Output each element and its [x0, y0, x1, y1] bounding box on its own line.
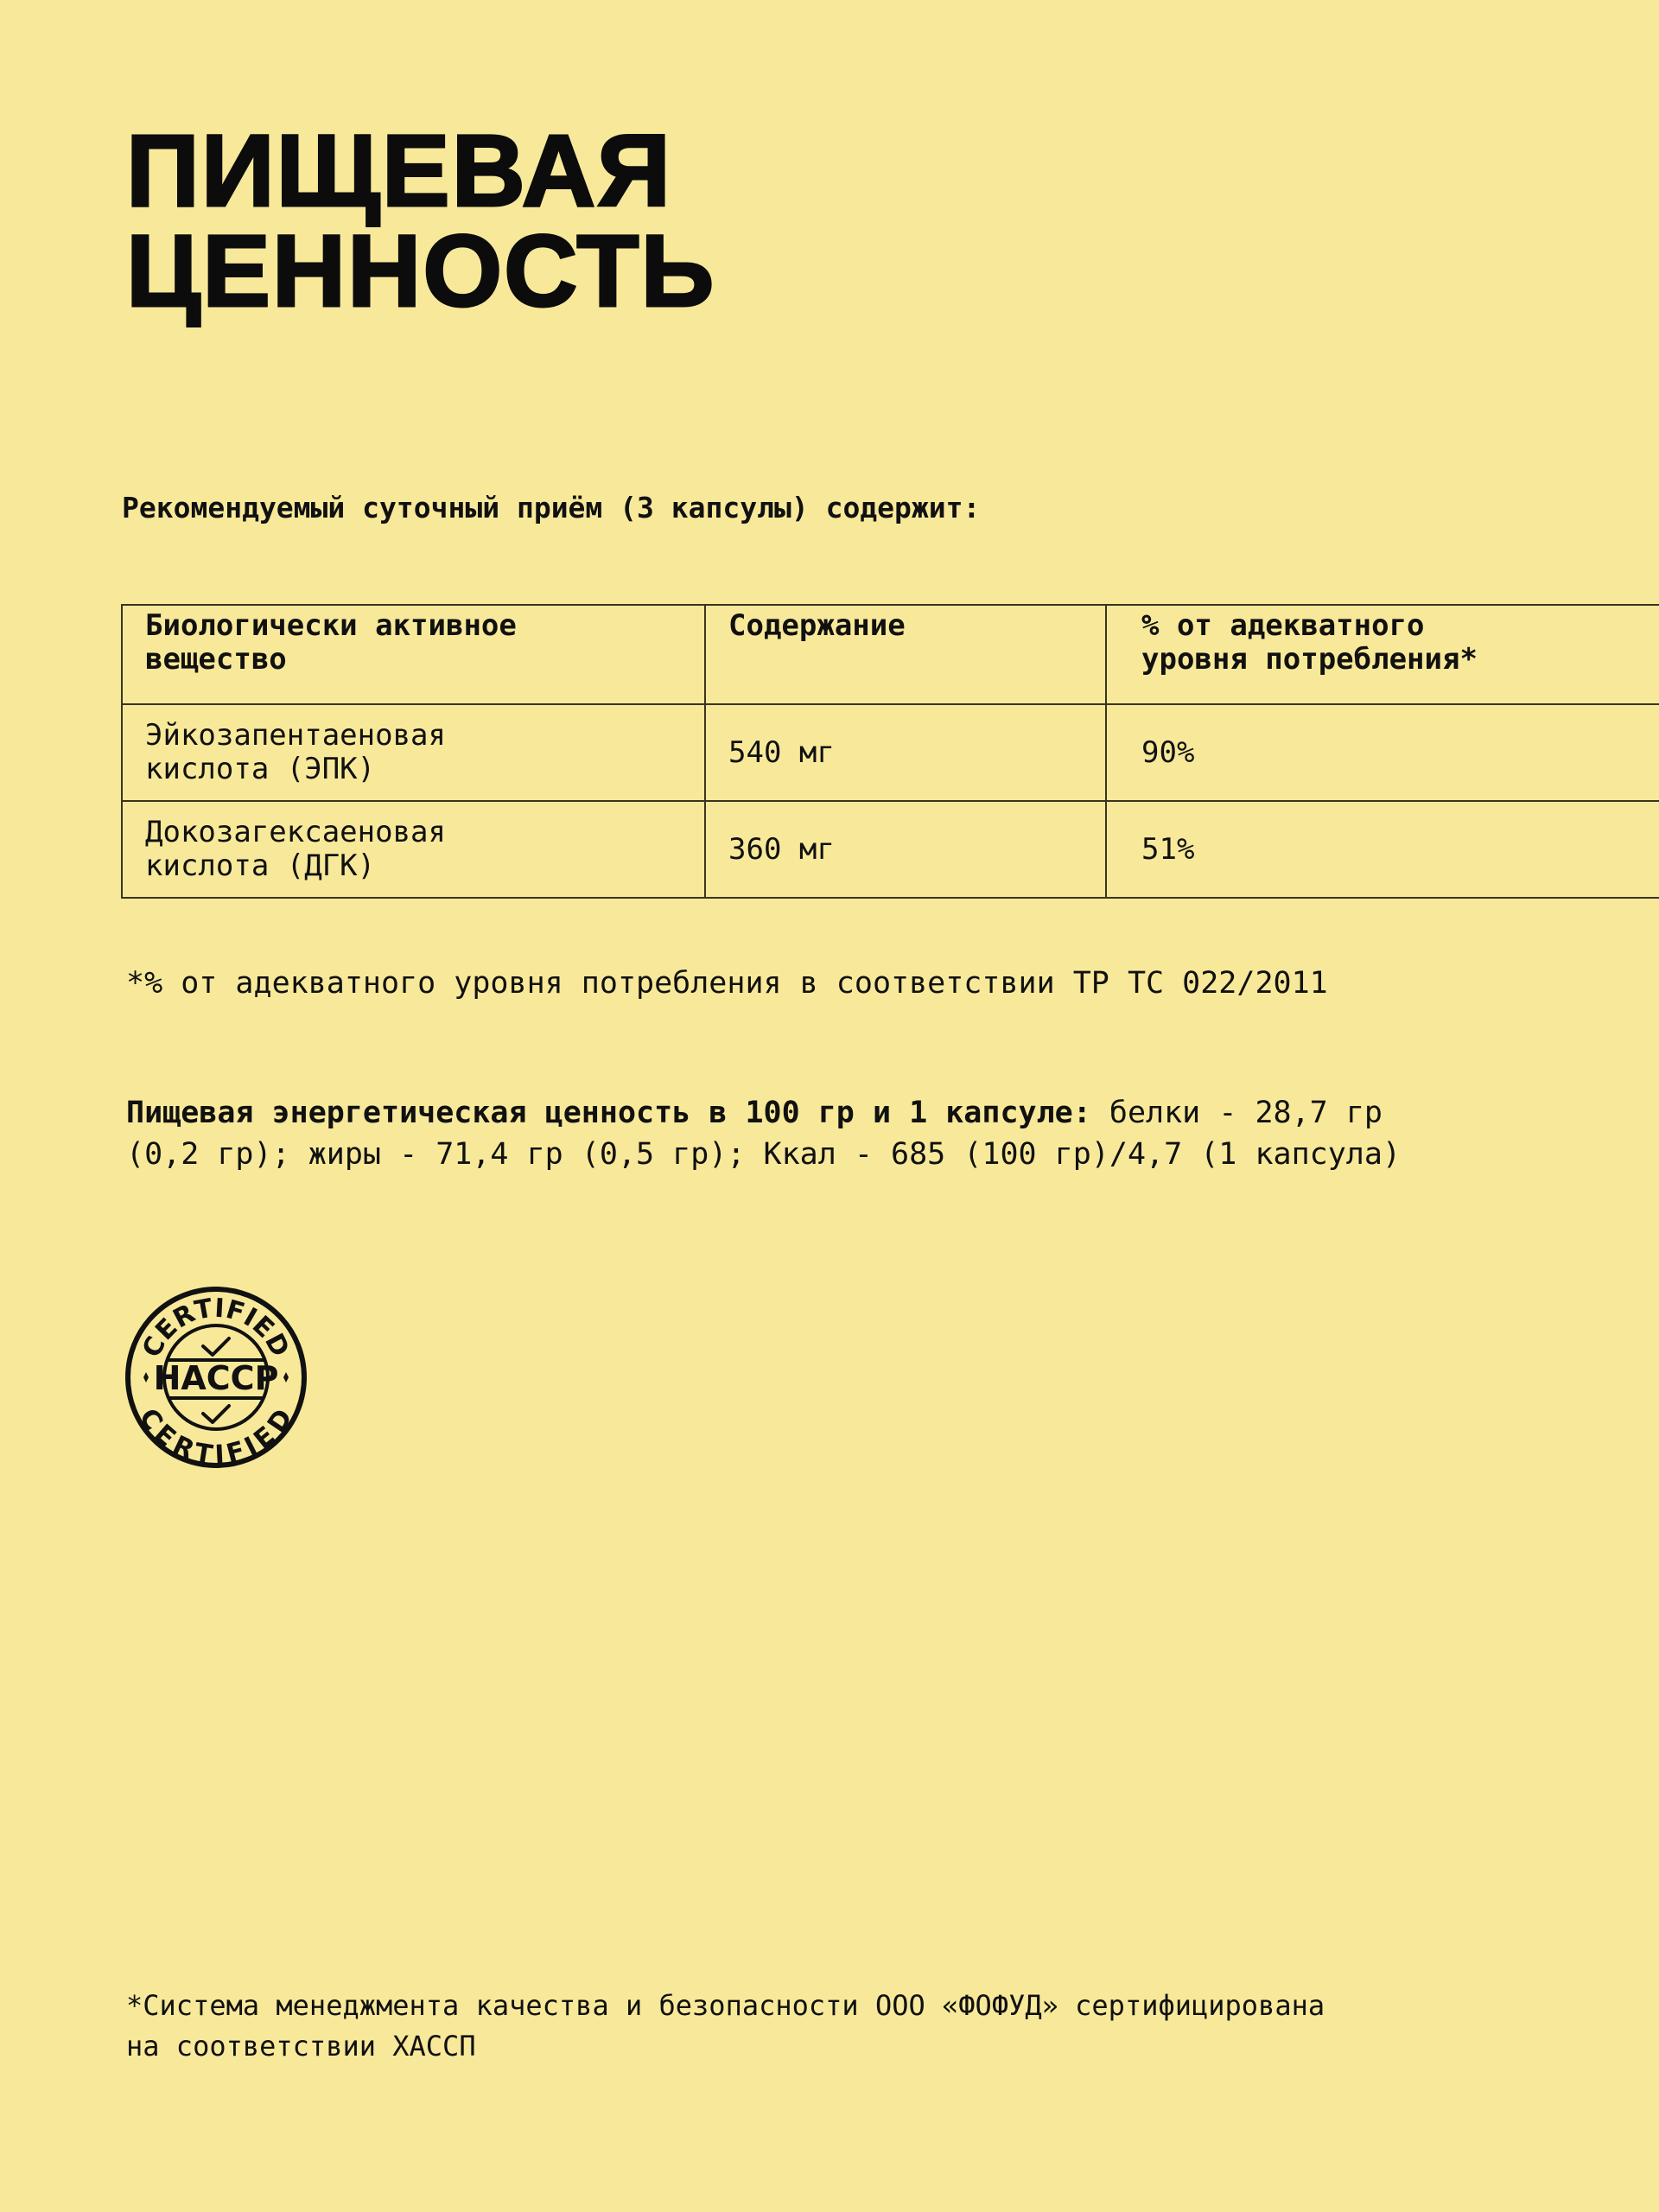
haccp-certified-badge-icon — [124, 1286, 308, 1469]
energy-text-1: белки - 28,7 гр — [1090, 1096, 1382, 1130]
badge-center-text: HACCP — [153, 1359, 279, 1397]
adequate-intake-footnote: *% от адекватного уровня потребления в соответствии ТР ТС 022/2011 — [126, 966, 1328, 1001]
substance-cell — [122, 801, 705, 898]
header-percent-line-2: уровня потребления* — [1141, 642, 1478, 677]
substance-name-line-2: кислота (ДГК) — [145, 849, 376, 883]
page-title-line-2: ЦЕННОСТЬ — [126, 214, 716, 328]
badge-top-text: CERTIFIED — [137, 1293, 296, 1363]
content-cell: 540 мг — [705, 704, 1106, 801]
header-percent — [1106, 605, 1659, 704]
energy-value-paragraph — [126, 1092, 1595, 1175]
daily-intake-intro: Рекомендуемый суточный приём (3 капсулы) содержит: — [122, 491, 981, 524]
haccp-footnote-line-2: на соответствии ХАССП — [126, 2030, 476, 2063]
svg-text:CERTIFIED — [133, 1403, 300, 1469]
substance-name-line-1: Докозагексаеновая — [145, 815, 446, 849]
content-cell: 360 мг — [705, 801, 1106, 898]
substance-cell — [122, 704, 705, 801]
table-row — [122, 801, 1659, 898]
percent-cell: 51% — [1106, 801, 1659, 898]
nutrition-table — [121, 604, 1659, 899]
energy-line-1 — [126, 1092, 1595, 1134]
header-percent-line-1: % от адекватного — [1141, 608, 1425, 643]
haccp-footnote-line-1: *Система менеджмента качества и безопасности ООО «ФОФУД» сертифицирована — [126, 1989, 1325, 2022]
header-content: Содержание — [705, 605, 1106, 704]
energy-label: Пищевая энергетическая ценность в 100 гр и 1 капсуле: — [126, 1096, 1091, 1130]
substance-name-line-2: кислота (ЭПК) — [145, 752, 376, 786]
substance-name-line-1: Эйкозапентаеновая — [145, 718, 446, 753]
energy-text-2: (0,2 гр); жиры - 71,4 гр (0,5 гр); Ккал - 685 (100 гр)/4,7 (1 капсула) — [126, 1137, 1402, 1172]
haccp-footnote — [126, 1986, 1325, 2067]
percent-cell: 90% — [1106, 704, 1659, 801]
page-title — [126, 114, 716, 328]
table-header-row — [122, 605, 1659, 704]
header-substance — [122, 605, 705, 704]
header-substance-line-1: Биологически активное — [145, 608, 517, 643]
badge-bottom-text: CERTIFIED — [132, 1403, 300, 1469]
header-substance-line-2: вещество — [145, 642, 287, 677]
page-title-line-1: ПИЩЕВАЯ — [126, 114, 672, 228]
table-row — [122, 704, 1659, 801]
